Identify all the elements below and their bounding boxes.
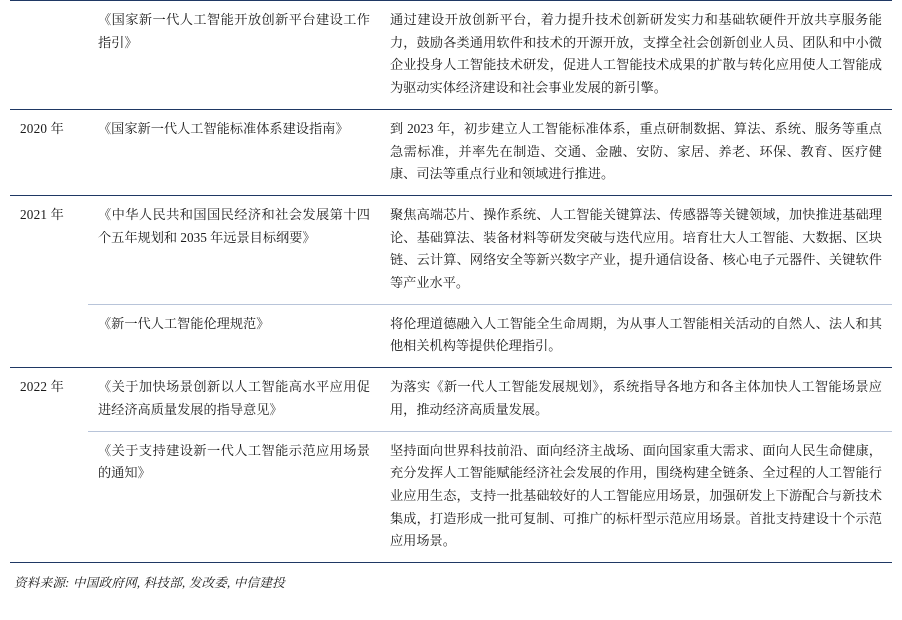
table-row bbox=[10, 368, 892, 431]
cell-description: 坚持面向世界科技前沿、面向经济主战场、面向国家重大需求、面向人民生命健康，充分发挥人工智能赋能经济社会发展的作用，围绕构建全链条、全过程的人工智能行业应用生态，支持一批基础较好的人工智能应用场景，加强研发上下游配合与新技术集成，打造形成一批可复制、可推广的标杆型示范应用场景。首批支持建设十个示范应用场景。 bbox=[380, 431, 892, 562]
cell-document-name: 《国家新一代人工智能标准体系建设指南》 bbox=[88, 109, 380, 195]
cell-year: 2022 年 bbox=[10, 368, 88, 431]
cell-document-name: 《国家新一代人工智能开放创新平台建设工作指引》 bbox=[98, 12, 370, 50]
cell-description: 将伦理道德融入人工智能全生命周期，为从事人工智能相关活动的自然人、法人和其他相关机构等提供伦理指引。 bbox=[380, 304, 892, 367]
cell-year: 2020 年 bbox=[10, 109, 88, 195]
table-row bbox=[10, 1, 892, 109]
cell-description: 到 2023 年，初步建立人工智能标准体系，重点研制数据、算法、系统、服务等重点急需标准，并率先在制造、交通、金融、安防、家居、养老、环保、教育、医疗健康、司法等重点行业和领域进行推进。 bbox=[380, 109, 892, 195]
cell-year bbox=[10, 1, 88, 109]
source-note: 资料来源: 中国政府网, 科技部, 发改委, 中信建投 bbox=[14, 576, 285, 591]
cell-year: 2021 年 bbox=[10, 195, 88, 304]
table-row bbox=[10, 431, 892, 562]
cell-description: 聚焦高端芯片、操作系统、人工智能关键算法、传感器等关键领域，加快推进基础理论、基础算法、装备材料等研发突破与迭代应用。培育壮大人工智能、大数据、区块链、云计算、网络安全等新兴数字产业，提升通信设备、核心电子元器件、关键软件等产业水平。 bbox=[380, 195, 892, 304]
cell-description: 通过建设开放创新平台，着力提升技术创新研发实力和基础软硬件开放共享服务能力，鼓励各类通用软件和技术的开源开放，支撑全社会创新创业人员、团队和中小微企业投身人工智能技术研发，促进人工智能技术成果的扩散与转化应用使人工智能成为驱动实体经济建设和社会事业发展的新引擎。 bbox=[390, 12, 882, 96]
cell-document-name: 《关于支持建设新一代人工智能示范应用场景的通知》 bbox=[88, 431, 380, 562]
table-body bbox=[10, 1, 892, 562]
cell-year bbox=[10, 304, 88, 367]
cell-description: 为落实《新一代人工智能发展规划》，系统指导各地方和各主体加快人工智能场景应用，推动经济高质量发展。 bbox=[380, 368, 892, 431]
policy-table bbox=[10, 1, 892, 562]
cell-document-name: 《中华人民共和国国民经济和社会发展第十四个五年规划和 2035 年远景目标纲要》 bbox=[88, 195, 380, 304]
cell-document-name: 《新一代人工智能伦理规范》 bbox=[88, 304, 380, 367]
table-row bbox=[10, 109, 892, 195]
cell-year bbox=[10, 431, 88, 562]
table-row bbox=[10, 195, 892, 304]
table-row bbox=[10, 304, 892, 367]
cell-document-name: 《关于加快场景创新以人工智能高水平应用促进经济高质量发展的指导意见》 bbox=[88, 368, 380, 431]
